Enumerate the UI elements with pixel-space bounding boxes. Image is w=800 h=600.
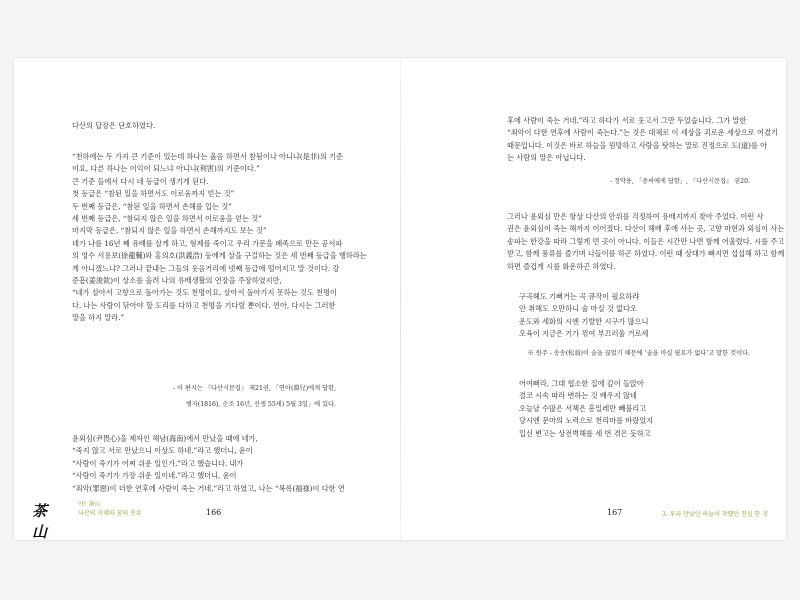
citation-2: - 정약용, 「중씨에게 답함」, 『다산시문집』 권20. (609, 178, 750, 185)
paragraph-line: 받고, 함께 풍류를 즐기며 나들이를 하곤 하였다. 이런 때 상대가 빠지면 섭섭해 하고 함께 (507, 249, 785, 259)
poem-2-line: 입신 변고는 상전벽해를 세 번 겪은 듯하고 (519, 428, 651, 438)
page-number-left: 166 (206, 508, 222, 517)
book-spread (14, 58, 786, 540)
quote-line: 큰 기준 들에서 다시 네 등급이 생기게 된다. (72, 176, 209, 186)
quote-line: 이요, 다른 하나는 이익이 되느냐 아니냐(利害)의 기준이다.” (72, 164, 260, 174)
continued-line: “죄악이 다한 연후에 사람이 죽는다.”는 것은 대체로 이 세상을 괴로운 세상으로 여겼기 (507, 128, 778, 138)
continued-text (507, 115, 778, 165)
quote-line: “네가 살아서 고향으로 돌아가는 것도 천명이요, 살아서 돌아가지 못하는 것도 천명이 (72, 288, 337, 298)
continued-line: 때문입니다. 이것은 바로 하늘을 원망하고 사람을 탓하는 말로 진정으로 도(道)를 아 (507, 140, 768, 150)
paragraph-line: 하면 즐겁게 시를 화운하곤 하였다. (507, 261, 616, 271)
poem-2-line: 어여뻐라, 그대 협소한 집에 깊이 들앉아 (519, 379, 644, 388)
left-page (14, 58, 400, 540)
friendship-paragraph (507, 211, 784, 273)
poem-1-line: 구곡헤도 기뻐거는 곡 큐작이 필요하랴 (519, 292, 640, 301)
quote-line: 게 아니겠느냐? 그러나 끝내는 그들의 웃음거리에 넷째 등급에 떨어지고 말 것이다. 강 (72, 263, 340, 273)
series-subtitle: 다산의 지혜와 꿈의 송류 (78, 510, 142, 517)
dialogue-line: “사람이 죽기가 가장 쉬운 일이네.”라고 했더니, 윤이 (72, 471, 237, 481)
dialogue-line: 윤외심(尹畏心)을 제자인 해남(海南)에서 만났을 때에 네가, (72, 434, 258, 443)
paragraph-line: 송파는 한강을 따라 그렇게 먼 곳이 아니다. 이들은 시간만 나면 함께 어울렸다. 시를 주고 (507, 236, 785, 246)
citation-1-line-1: - 이 편지는 『다산시문집』 제21권, 「연아(淵兒)에게 답함, (172, 385, 336, 392)
quote-line: 두 번째 등급은, “참된 일을 하면서 손해를 입는 것” (72, 201, 232, 211)
letter-quote (72, 151, 367, 325)
dialogue-line: “죄악(罪惡)이 더한 연후에 사람이 죽는 거네.”라고 하였고, 나는 “복록(福祿)이 다한 연 (72, 483, 345, 493)
dialogue-line: “사람이 죽기가 어찌 쉬운 일인가.”라고 했습니다. 내가 (72, 458, 244, 468)
poem-2-line: 오늘날 수많은 서책은 흥밀레만 빼불리고 (519, 403, 647, 413)
intro-text: 다산의 답장은 단호하였다. (72, 121, 156, 130)
quote-line: 준흠(姜浚欽)이 상소를 올려 나의 유배생활의 연장을 주장하였지만, (72, 276, 282, 286)
quote-line: 첫 등급은 “참된 일을 하면서도 이로움까지 얻는 것” (72, 189, 235, 199)
continued-line: 는 사람의 말은 아닙니다. (507, 153, 586, 163)
poem-note: ※ 원주 - 송송(松翁)이 술을 끊었기 때문에 ‘술을 마실 필요가 없다’고 말한 것이다. (527, 350, 750, 357)
poem-2 (519, 378, 653, 440)
paragraph-line: 그러나 윤외심 만은 항상 다산의 안위를 걱정하여 유배지까지 찾아 주었다. 이런 사 (507, 212, 764, 221)
poem-1-line: 운도와 세화의 시엔 기발한 시구가 많으니 (519, 316, 649, 326)
quote-line: 의 영수 서용보(徐龍輔)와 홍의호(洪義浩) 등에게 살을 구걸하는 것은 세 번째 등급을 행하라는 (72, 251, 367, 261)
quote-line: 마지막 등급은, “참되지 않은 일을 하면서 손해까지도 보는 것” (72, 226, 267, 236)
quote-line: 다. 나는 사람이 닦아야 할 도리를 다하고 천명을 기다릴 뿐이다. 연아, 다시는 그러한 (72, 300, 336, 310)
poem-1-line: 오육이 지금은 기가 꺾여 부끄러울 거로세 (519, 329, 649, 339)
poem-2-line: 당시엔 문마의 노력으로 천리마를 바랐었지 (519, 416, 654, 426)
chapter-title: 3. 우리 만났던 하늘이 착했던 친심 한 것 (661, 511, 768, 518)
quote-line: 세 번째 등급은, “참되지 않은 일을 하면서 이로움을 얻는 것” (72, 214, 262, 224)
quote-line: 네가 나를 16년 째 유배를 살게 하고, 형제를 죽이고 우리 가문을 폐족으로 만든 공서파 (72, 238, 343, 248)
dialogue-line: “죽지 않고 서로 만났으니 이상도 하네.”라고 했더니, 윤이 (72, 446, 253, 456)
dasan-logo: 茶山 (32, 502, 47, 541)
poem-1-line: 안 취해도 오만하니 술 마실 것 없다오 (519, 304, 637, 314)
quote-line: 말을 하지 말라.” (72, 313, 125, 323)
dialogue-paragraph (72, 433, 345, 495)
quote-line: “천하에는 두 가지 큰 기준이 있는데 하나는 옳음 하면서 참됨이나 아니냐(是非)의 기준 (72, 152, 343, 161)
right-page (401, 58, 786, 540)
series-title: 아! 茶山 (78, 501, 101, 508)
poem-1 (519, 291, 648, 341)
poem-2-line: 결코 시속 따라 변하는 것 배우지 않네 (519, 391, 637, 401)
continued-line: 후에 사람이 죽는 거네.”라고 하다가 서로 웃고서 그만 두었습니다. 그가 말한 (507, 116, 747, 125)
paragraph-line: 권은 윤외심이 죽는 해까지 이어졌다. 다산이 해배 후에 사는 곳, 고향 마현과 외심이 사는 (507, 224, 785, 234)
page-number-right: 167 (607, 508, 623, 517)
citation-1-line-2: 병자(1816), 순조 16년, 선생 55세) 5월 3일」에 있다. (185, 401, 336, 408)
